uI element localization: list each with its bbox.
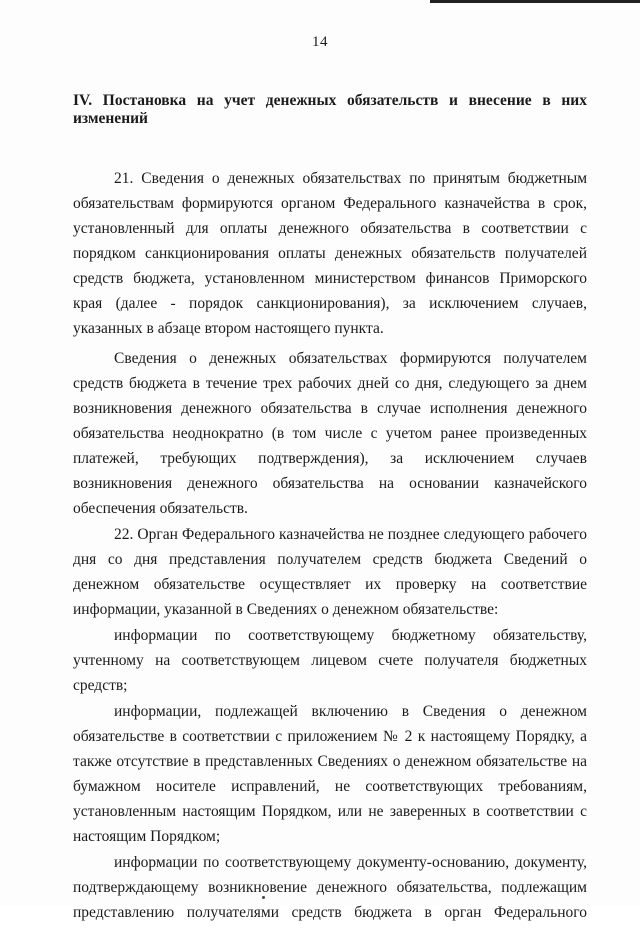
paragraph: 22. Орган Федерального казначейства не позднее следующего рабочего дня со дня представления получателем средств бюджета Сведений о денежном обязательстве осуществляет их проверку на соответствие информации, указанной в Сведениях о денежном обязательстве: [73,526,587,618]
paragraph: информации, подлежащей включению в Сведения о денежном обязательстве в соответствии с приложением № 2 к настоящему Порядку, а также отсутствие в представленных Сведениях о денежном обязательстве на бумажном носителе исправлений, не соответствующих требованиям, установленным настоящим Порядком, или не заверенных в соответствии с настоящим Порядком; [73,703,587,845]
paragraph: Сведения о денежных обязательствах формируются получателем средств бюджета в течение трех рабочих дней со дня, следующего за днем возникновения денежного обязательства в случае исполнения денежного обязательства неоднократно (в том числе с учетом ранее произведенных платежей, требующих подтверждения), за исключением случаев возникновения денежного обязательства на основании казначейского обеспечения обязательств. [73,350,587,517]
paragraph: 21. Сведения о денежных обязательствах по принятым бюджетным обязательствам формируются органом Федерального казначейства в срок, установленный для оплаты денежного обязательства в соответствии с порядком санкционирования оплаты денежных обязательств получателей средств бюджета, установленном министерством финансов Приморского края (далее - порядок санкционирования), за исключением случаев, указанных в абзаце втором настоящего пункта. [73,170,587,337]
page-number: 14 [312,34,328,50]
scan-speck [262,896,265,899]
paragraph: информации по соответствующему бюджетному обязательству, учтенному на соответствующем лицевом счете получателя бюджетных средств; [73,627,587,694]
section-heading: IV. Постановка на учет денежных обязательств и внесение в них изменений [73,92,587,127]
scan-edge-line [430,0,640,3]
paragraph: информации по соответствующему документу-основанию, документу, подтверждающему возникновение денежного обязательства, подлежащим представлению получателями средств бюджета в орган Федерального [73,854,587,921]
page-content [73,92,587,950]
